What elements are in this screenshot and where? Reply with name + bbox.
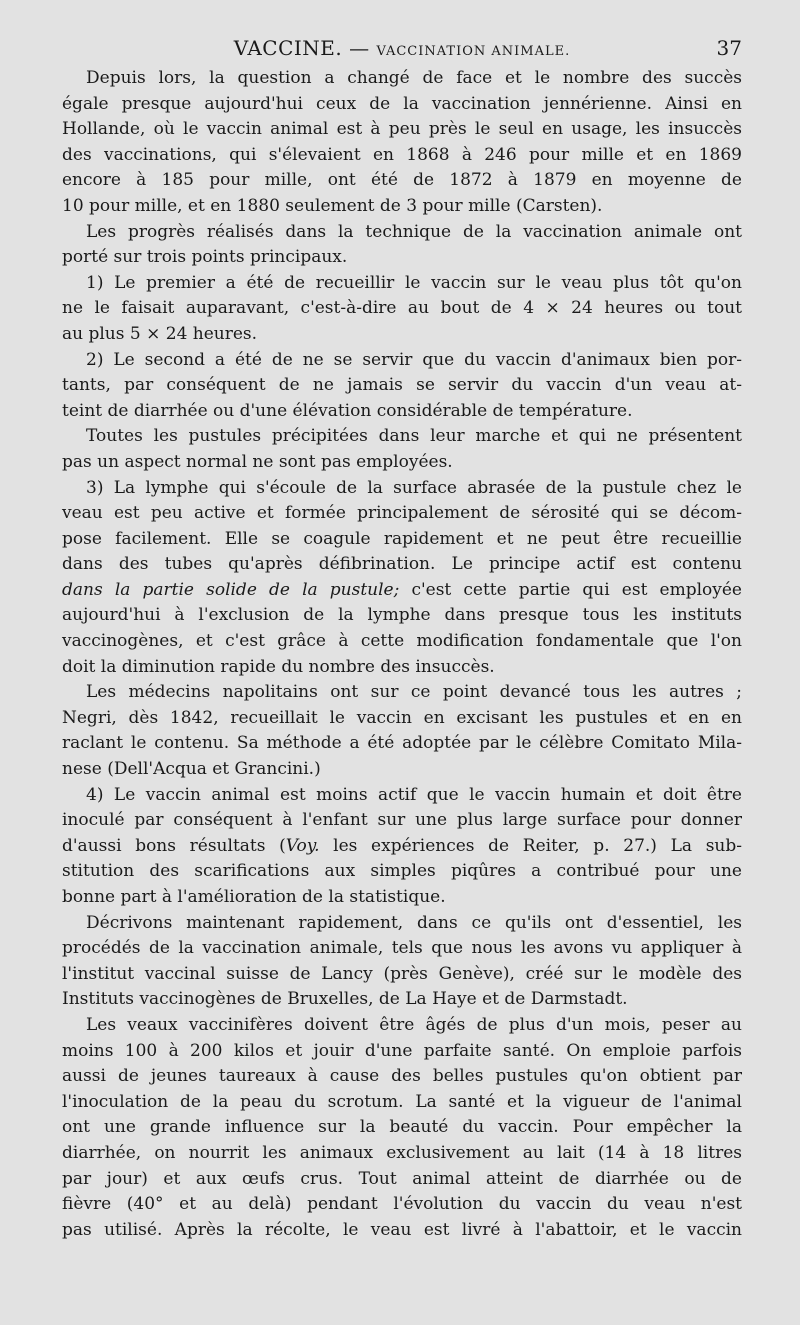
text-line: Les veaux vaccinifères doivent être âgés de plus d'un mois, peser au [86, 1014, 742, 1035]
line-text-after: les expériences de Reiter, p. 27.) La sub- [319, 835, 742, 856]
running-head-sub: VACCINATION ANIMALE. [376, 44, 571, 59]
text-line: stitution des scarifications aux simples piqûres a contribué pour une [62, 861, 742, 882]
text-line: l'inoculation de la peau du scrotum. La santé et la vigueur de l'animal [62, 1091, 742, 1112]
page-header [62, 36, 742, 62]
text-line: pas utilisé. Après la récolte, le veau est livré à l'abattoir, et le vaccin [62, 1219, 742, 1240]
running-head [62, 36, 742, 60]
text-line: veau est peu active et formée principalement de sérosité qui se décom- [62, 503, 742, 524]
text-line: 1) Le premier a été de recueillir le vaccin sur le veau plus tôt qu'on [86, 272, 742, 293]
text-line: pas un aspect normal ne sont pas employées. [62, 451, 453, 472]
text-line: 10 pour mille, et en 1880 seulement de 3 pour mille (Carsten). [62, 195, 603, 216]
text-line: Depuis lors, la question a changé de face et le nombre des succès [86, 68, 742, 88]
text-line: ont une grande influence sur la beauté du vaccin. Pour empêcher la [62, 1117, 742, 1138]
line-text: c'est cette partie qui est employée [399, 579, 742, 600]
text-line: 3) La lymphe qui s'écoule de la surface abrasée de la pustule chez le [86, 477, 742, 498]
text-line: dans des tubes qu'après défibrination. Le principe actif est contenu [62, 554, 742, 575]
text-line: teint de diarrhée ou d'une élévation considérable de température. [62, 400, 633, 421]
line-text: d'aussi bons résultats ( [62, 835, 286, 856]
page-number: 37 [716, 36, 742, 60]
text-line: des vaccinations, qui s'élevaient en 1868 à 246 pour mille et en 1869 [62, 144, 742, 165]
text-line: égale presque aujourd'hui ceux de la vaccination jennérienne. Ainsi en [62, 93, 742, 114]
text-line: diarrhée, on nourrit les animaux exclusivement au lait (14 à 18 litres [62, 1142, 742, 1163]
text-line: pose facilement. Elle se coagule rapidement et ne peut être recueillie [62, 528, 742, 549]
text-line: aujourd'hui à l'exclusion de la lymphe dans presque tous les instituts [62, 605, 742, 626]
text-line: 4) Le vaccin animal est moins actif que le vaccin humain et doit être [86, 784, 742, 805]
text-line: 2) Le second a été de ne se servir que du vaccin d'animaux bien por- [86, 349, 742, 370]
italic-phrase: Voy. [285, 835, 320, 856]
text-line: Hollande, où le vaccin animal est à peu près le seul en usage, les insuccès [62, 119, 742, 140]
text-line: Instituts vaccinogènes de Bruxelles, de La Haye et de Darmstadt. [62, 989, 628, 1010]
text-line: encore à 185 pour mille, ont été de 1872 à 1879 en moyenne de [62, 170, 742, 191]
text-line: Toutes les pustules précipitées dans leur marche et qui ne présentent [86, 426, 742, 447]
text-line: inoculé par conséquent à l'enfant sur une plus large surface pour donner [62, 810, 742, 831]
body-text [62, 66, 742, 1243]
text-line: procédés de la vaccination animale, tels que nous les avons vu appliquer à [62, 938, 742, 959]
text-line: Les progrès réalisés dans la technique de la vaccination animale ont [86, 221, 742, 242]
text-line: tants, par conséquent de ne jamais se servir du vaccin d'un veau at- [62, 375, 742, 396]
text-line: Negri, dès 1842, recueillait le vaccin en excisant les pustules et en en [62, 707, 742, 728]
text-line: doit la diminution rapide du nombre des insuccès. [62, 656, 495, 677]
text-line: l'institut vaccinal suisse de Lancy (près Genève), créé sur le modèle des [62, 963, 742, 984]
text-line: raclant le contenu. Sa méthode a été adoptée par le célèbre Comitato Mila- [62, 733, 742, 754]
text-line: nese (Dell'Acqua et Grancini.) [62, 759, 321, 780]
running-head-dash: — [349, 36, 370, 60]
text-line: par jour) et aux œufs crus. Tout animal atteint de diarrhée ou de [62, 1168, 742, 1189]
text-line [62, 578, 742, 604]
running-head-main: VACCINE. [233, 36, 343, 60]
text-line: bonne part à l'amélioration de la statistique. [62, 887, 446, 907]
text-line: aussi de jeunes taureaux à cause des belles pustules qu'on obtient par [62, 1066, 742, 1087]
text-line: porté sur trois points principaux. [62, 247, 348, 268]
text-line: vaccinogènes, et c'est grâce à cette modification fondamentale que l'on [62, 631, 742, 652]
text-line: ne le faisait auparavant, c'est-à-dire au bout de 4 × 24 heures ou tout [62, 298, 742, 319]
text-line: fièvre (40° et au delà) pendant l'évolution du vaccin du veau n'est [62, 1194, 742, 1215]
text-line: au plus 5 × 24 heures. [62, 323, 258, 344]
text-line: Décrivons maintenant rapidement, dans ce qu'ils ont d'essentiel, les [86, 912, 742, 933]
text-line [62, 834, 742, 860]
text-line: Les médecins napolitains ont sur ce point devancé tous les autres ; [86, 682, 742, 703]
italic-phrase: dans la partie solide de la pustule; [62, 579, 400, 600]
text-line: moins 100 à 200 kilos et jouir d'une parfaite santé. On emploie parfois [62, 1040, 742, 1061]
